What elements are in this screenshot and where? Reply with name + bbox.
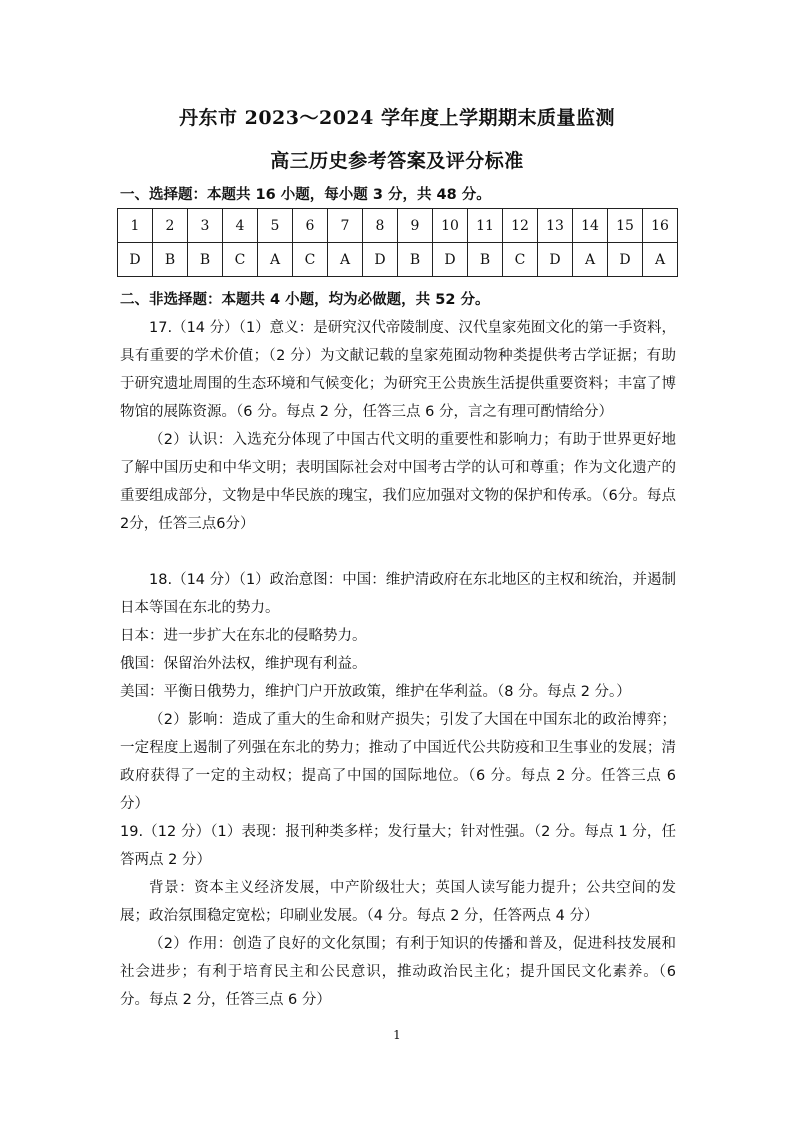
answer-cell: D (363, 243, 398, 277)
answer-cell: B (153, 243, 188, 277)
section-1-heading: 一、选择题：本题共 16 小题，每小题 3 分，共 48 分。 (120, 187, 491, 203)
question-number: 16 (643, 209, 678, 243)
answer-cell: C (293, 243, 328, 277)
answer-cell: C (223, 243, 258, 277)
page-number: 1 (393, 1028, 401, 1042)
answer-cell: D (118, 243, 153, 277)
q18-japan-answer: 日本：进一步扩大在东北的侵略势力。 (120, 628, 367, 644)
question-number: 8 (363, 209, 398, 243)
question-number: 12 (503, 209, 538, 243)
question-number: 15 (608, 209, 643, 243)
question-number: 7 (328, 209, 363, 243)
answer-cell: C (503, 243, 538, 277)
question-number-row (118, 209, 678, 243)
q18-russia-answer: 俄国：保留治外法权，维护现有利益。 (120, 656, 367, 672)
answer-table (117, 208, 678, 277)
answer-cell: D (433, 243, 468, 277)
answer-row (118, 243, 678, 277)
answer-cell: D (608, 243, 643, 277)
q17-part2-answer: （2）认识：入选充分体现了中国古代文明的重要性和影响力；有助于世界更好地了解中国历史和中华文明；表明国际社会对中国考古学的认可和尊重；作为文化遗产的重要组成部分，文物是中华民族的瑰宝，我们应加强对文物的保护和传承。（6分。每点2分，任答三点6分） (120, 432, 676, 532)
q19-part2-answer: （2）作用：创造了良好的文化氛围；有利于知识的传播和普及，促进科技发展和社会进步；有利于培育民主和公民意识，推动政治民主化；提升国民文化素养。（6 分。每点 2 分，任答三点 6 分） (120, 936, 676, 1008)
question-number: 11 (468, 209, 503, 243)
q18-usa-answer: 美国：平衡日俄势力，维护门户开放政策，维护在华利益。（8 分。每点 2 分。） (120, 684, 631, 700)
answer-cell: D (538, 243, 573, 277)
answer-cell: A (643, 243, 678, 277)
q18-part1-answer: 18.（14 分）（1）政治意图：中国：维护清政府在东北地区的主权和统治，并遏制日本等国在东北的势力。 (120, 572, 676, 616)
question-number: 3 (188, 209, 223, 243)
question-number: 13 (538, 209, 573, 243)
document-title: 丹东市 2023～2024 学年度上学期期末质量监测 (179, 107, 615, 129)
section-2-heading: 二、非选择题：本题共 4 小题，均为必做题，共 52 分。 (120, 292, 490, 308)
answer-cell: B (188, 243, 223, 277)
question-number: 5 (258, 209, 293, 243)
question-number: 14 (573, 209, 608, 243)
q19-part1-answer: 19.（12 分）（1）表现：报刊种类多样；发行量大；针对性强。（2 分。每点 1 分，任答两点 2 分） (120, 824, 676, 868)
q19-background-answer: 背景：资本主义经济发展，中产阶级壮大；英国人读写能力提升；公共空间的发展；政治氛围稳定宽松；印刷业发展。（4 分。每点 2 分，任答两点 4 分） (120, 880, 676, 924)
answer-cell: A (258, 243, 293, 277)
question-number: 6 (293, 209, 328, 243)
question-number: 4 (223, 209, 258, 243)
question-number: 1 (118, 209, 153, 243)
question-number: 10 (433, 209, 468, 243)
question-number: 9 (398, 209, 433, 243)
answer-cell: A (328, 243, 363, 277)
answer-cell: B (398, 243, 433, 277)
answer-cell: B (468, 243, 503, 277)
answer-cell: A (573, 243, 608, 277)
q17-part1-answer: 17.（14 分）（1）意义：是研究汉代帝陵制度、汉代皇家苑囿文化的第一手资料，具有重要的学术价值；（2 分）为文献记载的皇家苑囿动物种类提供考古学证据；有助于研究遗址周围的生态环境和气候变化；为研究王公贵族生活提供重要资料；丰富了博物馆的展陈资源。（6 分。每点 2 分，任答三点 6 分，言之有理可酌情给分） (120, 320, 676, 420)
q18-part2-answer: （2）影响：造成了重大的生命和财产损失；引发了大国在中国东北的政治博弈；一定程度上遏制了列强在东北的势力；推动了中国近代公共防疫和卫生事业的发展；清政府获得了一定的主动权；提高了中国的国际地位。（6 分。每点 2 分。任答三点 6 分） (120, 712, 676, 812)
document-subtitle: 高三历史参考答案及评分标准 (270, 150, 524, 172)
question-number: 2 (153, 209, 188, 243)
